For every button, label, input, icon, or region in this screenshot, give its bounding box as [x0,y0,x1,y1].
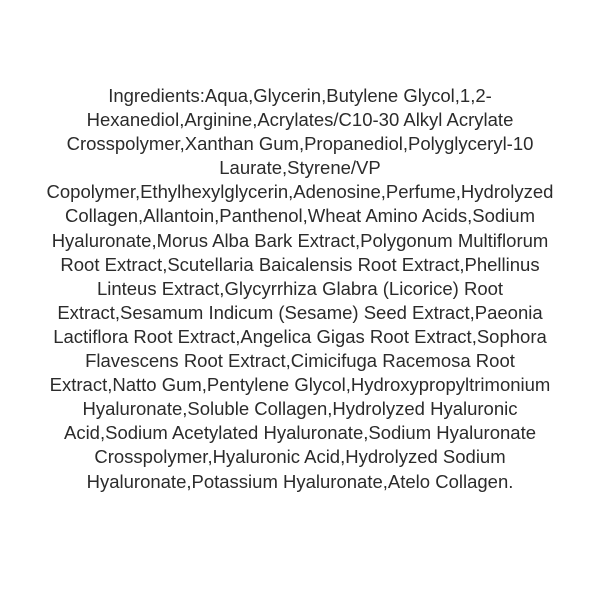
ingredients-line-17: Hyaluronate,Potassium Hyaluronate,Atelo Collagen. [86,470,514,492]
ingredients-line-3: Crosspolymer,Xanthan Gum,Propanediol,Polyglyceryl-10 [66,133,534,155]
ingredients-line-13: Extract,Natto Gum,Pentylene Glycol,Hydroxypropyltrimonium [49,374,551,396]
ingredients-line-15: Acid,Sodium Acetylated Hyaluronate,Sodium Hyaluronate [63,422,536,444]
ingredients-line-10: Extract,Sesamum Indicum (Sesame) Seed Extract,Paeonia [57,301,543,323]
ingredients-line-4: Laurate,Styrene/VP [219,157,381,179]
ingredients-text [20,84,580,494]
ingredients-line-1: Ingredients:Aqua,Glycerin,Butylene Glycol,1,2- [108,85,492,106]
ingredients-line-5: Copolymer,Ethylhexylglycerin,Adenosine,Perfume,Hydrolyzed [46,181,554,203]
ingredients-line-7: Hyaluronate,Morus Alba Bark Extract,Polygonum Multiflorum [51,229,549,251]
ingredients-line-6: Collagen,Allantoin,Panthenol,Wheat Amino Acids,Sodium [65,205,535,227]
ingredients-line-14: Hyaluronate,Soluble Collagen,Hydrolyzed Hyaluronic [82,398,518,420]
ingredients-line-9: Linteus Extract,Glycyrrhiza Glabra (Licorice) Root [96,277,504,299]
ingredients-line-11: Lactiflora Root Extract,Angelica Gigas Root Extract,Sophora [53,325,547,347]
ingredients-line-16: Crosspolymer,Hyaluronic Acid,Hydrolyzed Sodium [94,446,506,468]
ingredients-line-2: Hexanediol,Arginine,Acrylates/C10-30 Alkyl Acrylate [86,109,514,131]
ingredients-line-12: Flavescens Root Extract,Cimicifuga Racemosa Root [85,350,515,372]
ingredients-line-8: Root Extract,Scutellaria Baicalensis Root Extract,Phellinus [60,253,540,275]
